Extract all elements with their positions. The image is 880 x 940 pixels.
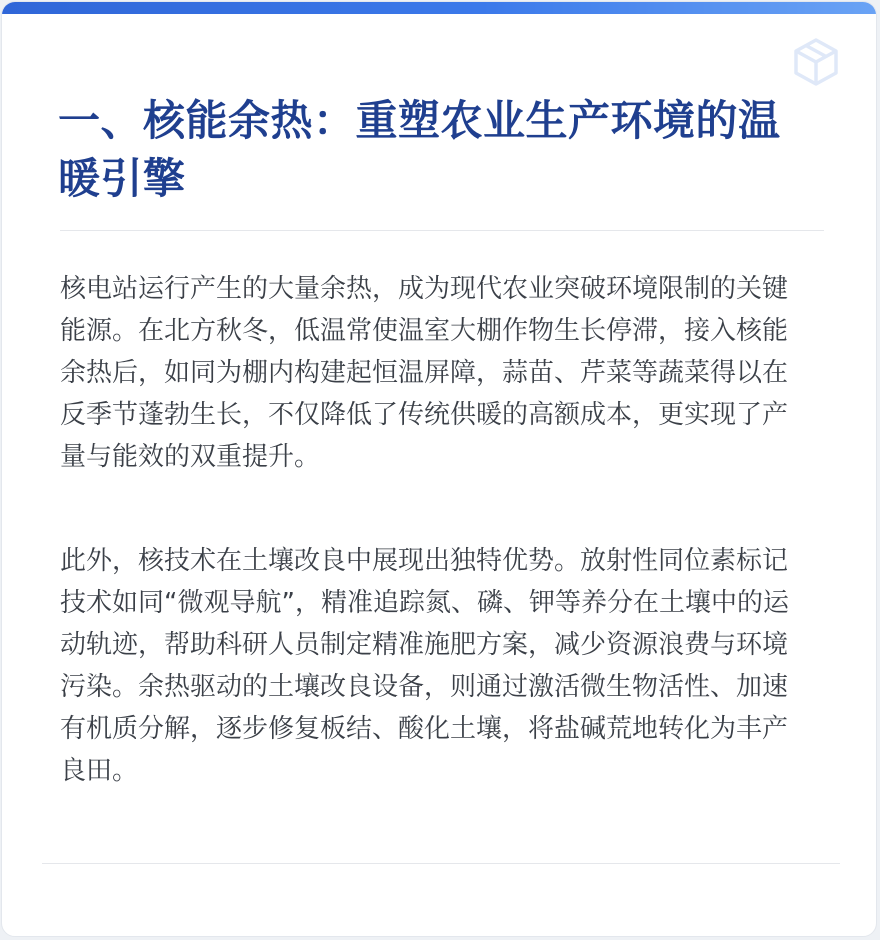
article-card (1, 1, 877, 937)
article-title: 一、核能余热：重塑农业生产环境的温暖引擎 (58, 96, 781, 203)
title-divider (60, 230, 824, 231)
cube-icon (790, 36, 842, 88)
article-paragraph-1: 核电站运行产生的大量余热，成为现代农业突破环境限制的关键能源。在北方秋冬，低温常使温室大棚作物生长停滞，接入核能余热后，如同为棚内构建起恒温屏障，蒜苗、芹菜等蔬菜得以在反季节蓬勃生长，不仅降低了传统供暖的高额成本，更实现了产量与能效的双重提升。 (60, 274, 789, 472)
footer-divider (42, 863, 840, 864)
article-paragraph-2: 此外，核技术在土壤改良中展现出独特优势。放射性同位素标记技术如同“微观导航”，精准追踪氮、磷、钾等养分在土壤中的运动轨迹，帮助科研人员制定精准施肥方案，减少资源浪费与环境污染。余热驱动的土壤改良设备，则通过激活微生物活性、加速有机质分解，逐步修复板结、酸化土壤，将盐碱荒地转化为丰产良田。 (60, 546, 789, 786)
accent-top-bar (2, 2, 876, 14)
